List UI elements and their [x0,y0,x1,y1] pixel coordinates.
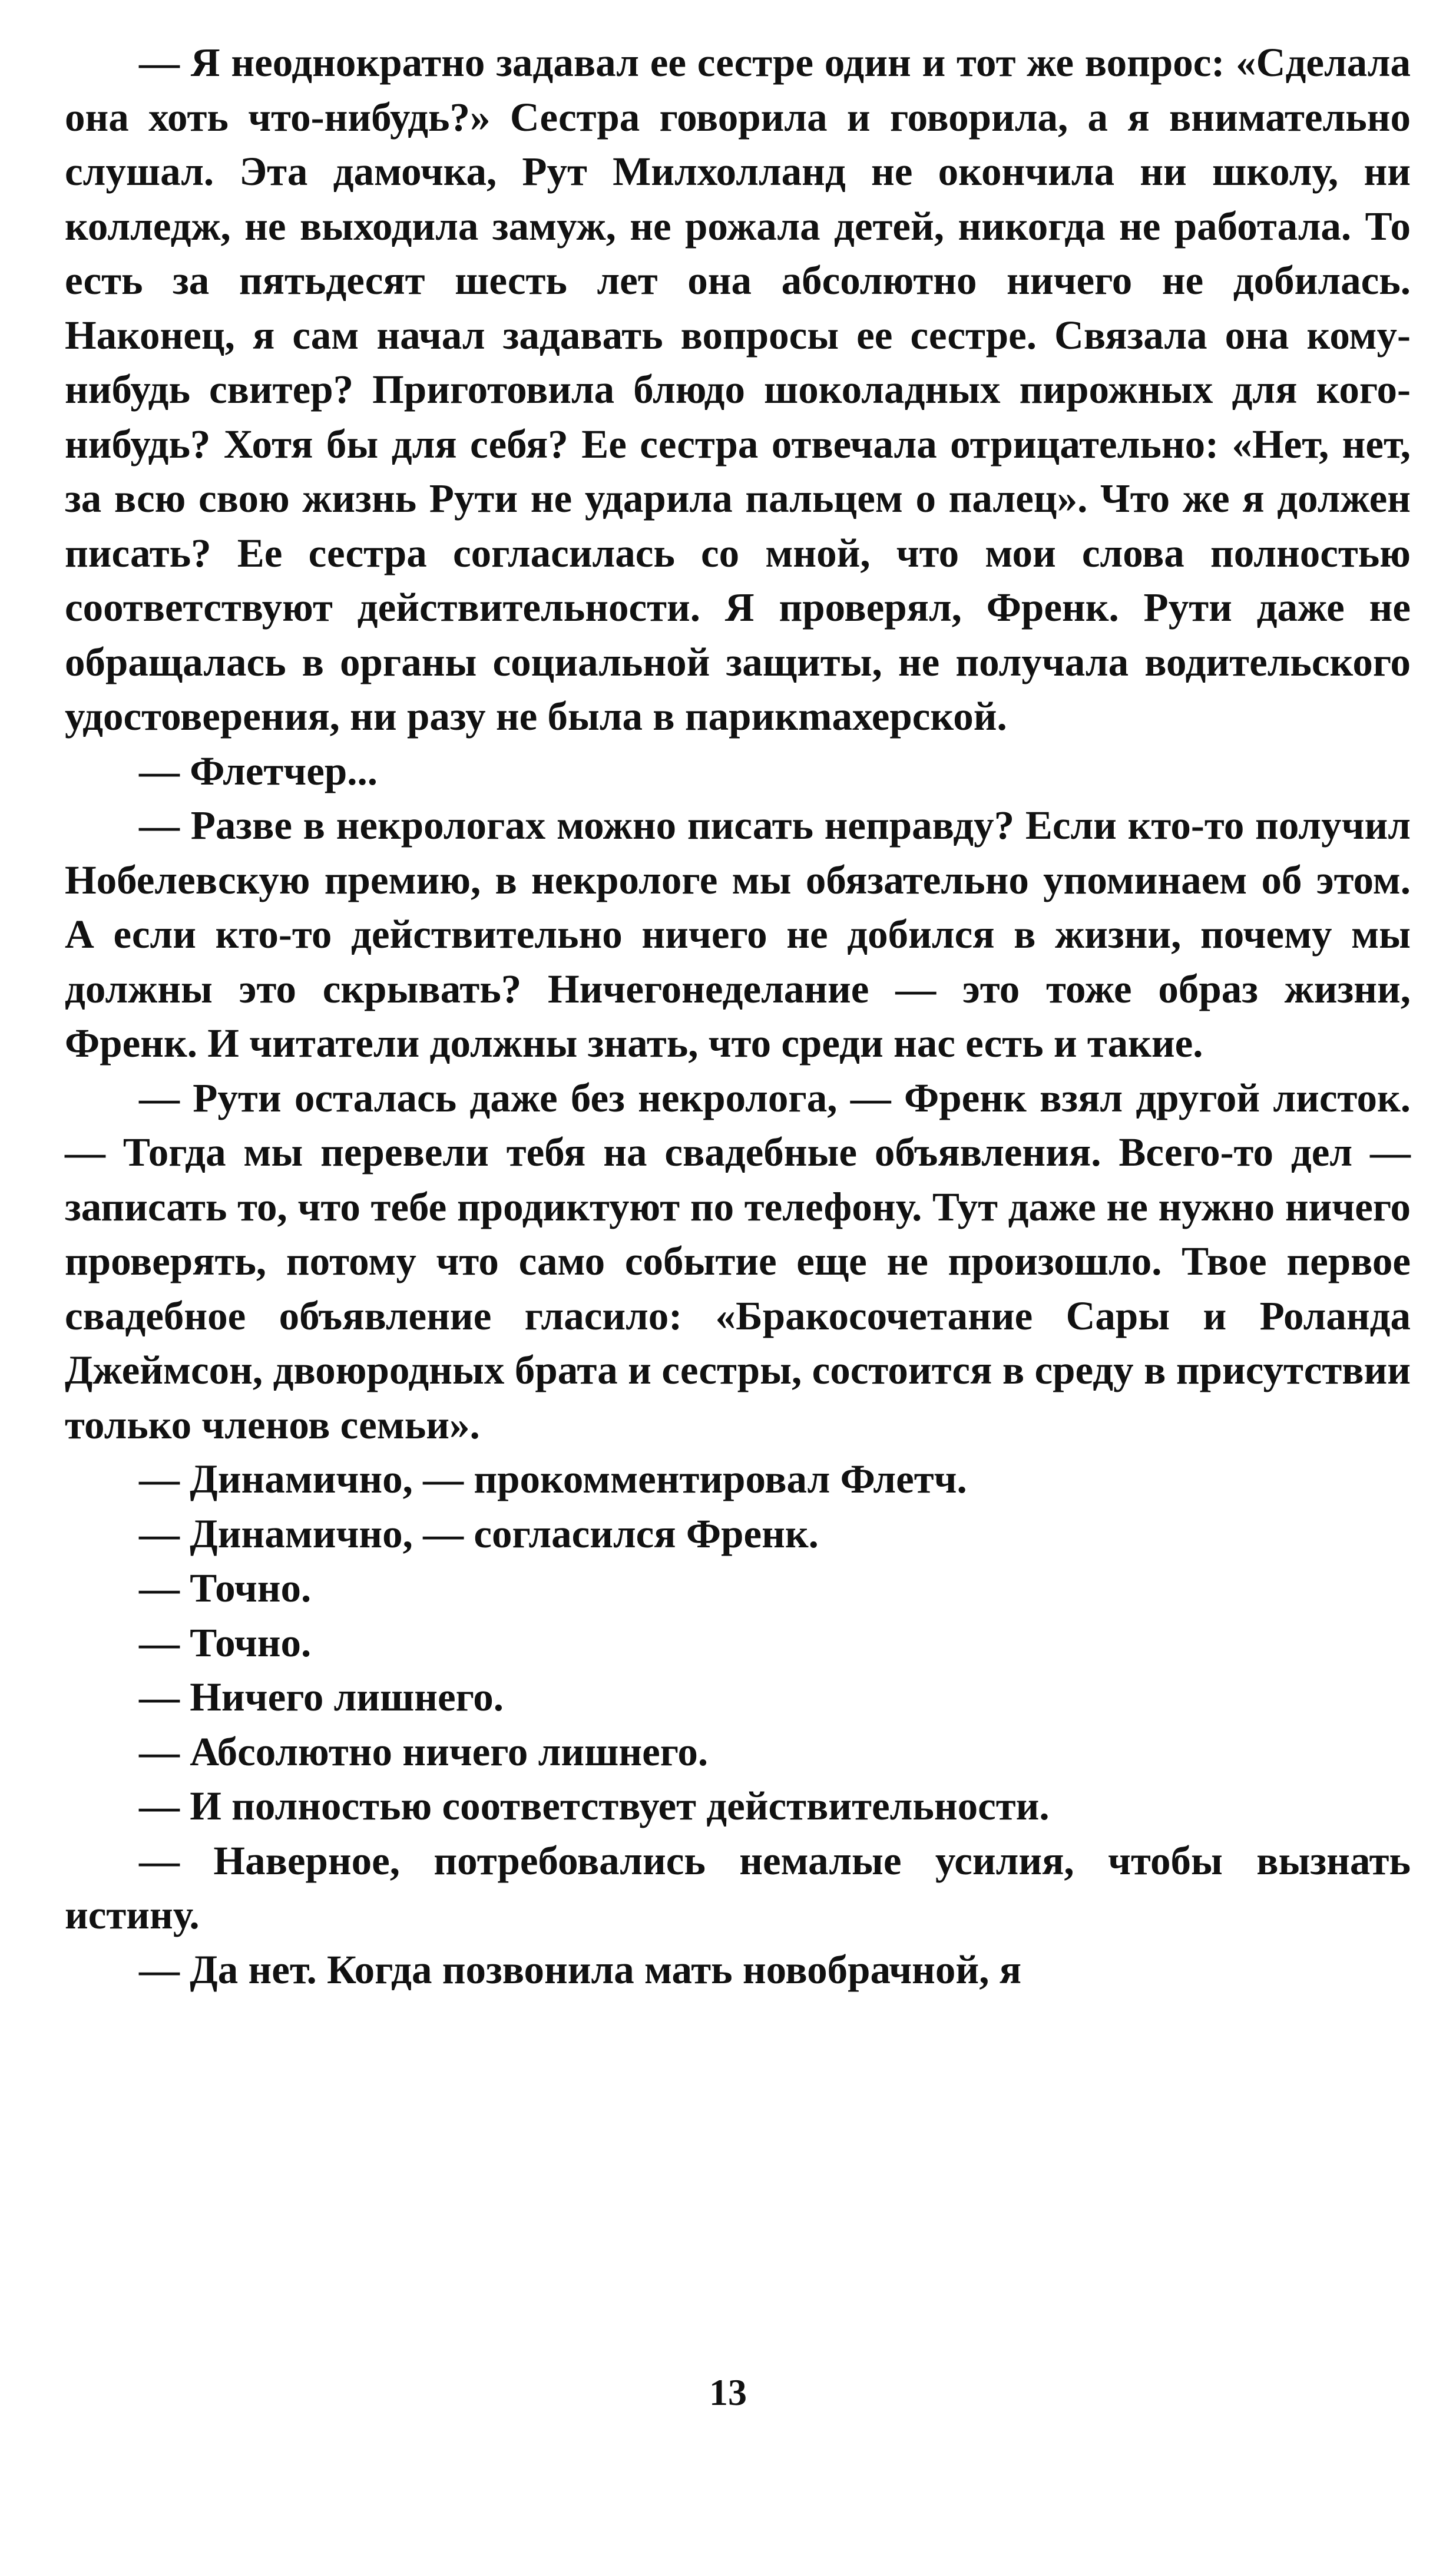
paragraph-10: — Абсолютно ничего лишнего. [139,1729,709,1774]
paragraph-5: — Динамично, — прокомментировал Флетч. [139,1457,967,1501]
paragraph-11: — И полностью соответствует действительности. [139,1784,1050,1828]
paragraph-1: — Я неоднократно задавал ее сестре один и тот же вопрос: «Сделала она хоть что-нибудь?» Сестра говорила и говорила, а я внимательно слушал. Эта дамочка, Рут Милхолланд не окончила ни школу, ни колледж, не выходила замуж, не рожала детей, никогда не работала. То есть за пятьдесят шесть лет она абсолютно ничего не добилась. Наконец, я сам начал задавать вопросы ее сестре. Связала она кому-нибудь свитер? Приготовила блюдо шоколадных пирожных для кого-нибудь? Хотя бы для себя? Ее сестра отвечала отрицательно: «Нет, нет, за всю свою жизнь Рути не ударила пальцем о палец». Что же я должен писать? Ее сестра согласилась со мной, что мои слова полностью соответствуют действительности. Я проверял, Френк. Рути даже не обращалась в органы социальной защиты, не получала водительского удостоверения, ни разу не была в парикmахерской. [65,40,1411,739]
paragraph-7: — Точно. [139,1566,312,1610]
paragraph-3: — Разве в некрологах можно писать неправду? Если кто-то получил Нобелевскую премию, в некрологе мы обязательно упоминаем об этом. А если кто-то действительно ничего не добился в жизни, почему мы должны это скрывать? Ничегонеделание — это тоже образ жизни, Френк. И читатели должны знать, что среди нас есть и такие. [65,803,1411,1066]
paragraph-8: — Точно. [139,1620,312,1665]
page-number: 13 [709,2371,747,2413]
paragraph-9: — Ничего лишнего. [139,1675,504,1719]
paragraph-2: — Флетчер... [139,748,378,793]
paragraph-4: — Рути осталась даже без некролога, — Френк взял другой листок. — Тогда мы перевели тебя на свадебные объявления. Всего-то дел — записать то, что тебе продиктуют по телефону. Тут даже не нужно ничего проверять, потому что само событие еще не произошло. Твое первое свадебное объявление гласило: «Бракосочетание Сары и Роланда Джеймсон, двоюродных брата и сестры, состоится в среду в присутствии только членов семьи». [65,1075,1411,1447]
book-page [65,35,1411,2509]
paragraph-13: — Да нет. Когда позвонила мать новобрачной, я [139,1947,1022,1992]
paragraph-12: — Наверное, потребовались немалые усилия, чтобы вызнать истину. [65,1838,1411,1937]
paragraph-6: — Динамично, — согласился Френк. [139,1511,819,1556]
